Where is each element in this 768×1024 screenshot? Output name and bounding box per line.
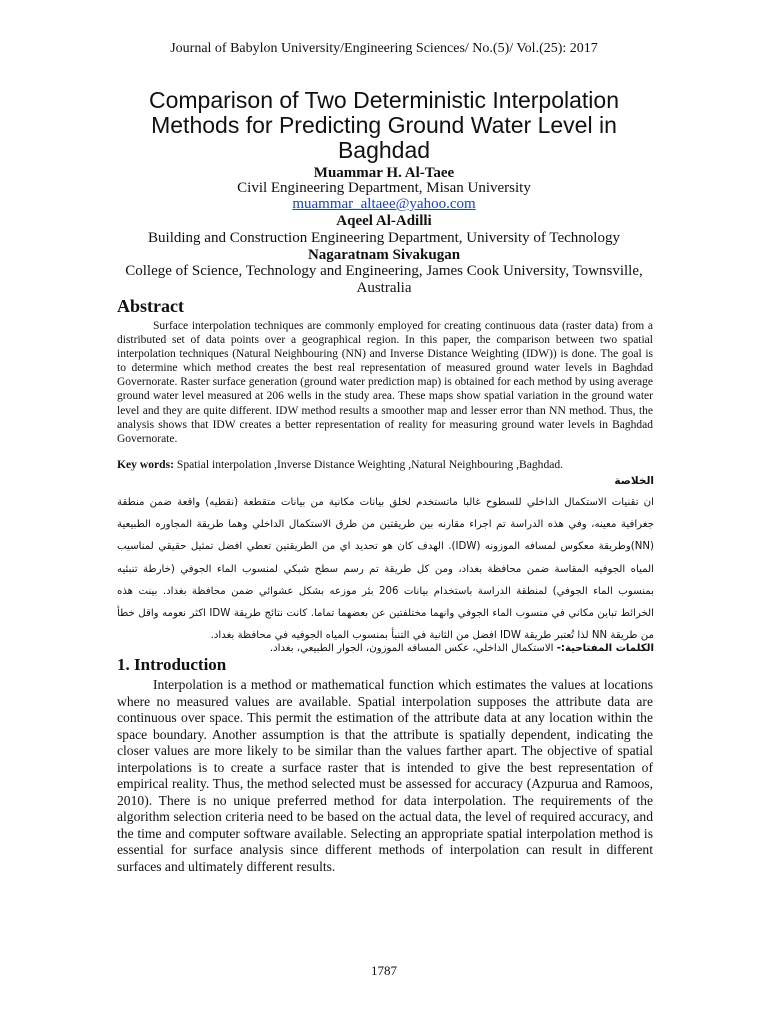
keywords-label: Key words: xyxy=(117,458,174,471)
arabic-keywords-label: الكلمات المفتاحية:- xyxy=(556,643,654,654)
arabic-keywords-line xyxy=(270,643,654,654)
abstract-heading: Abstract xyxy=(117,296,184,316)
author-1-email-link[interactable]: muammar_altaee@yahoo.com xyxy=(292,196,476,212)
keywords-list: Spatial interpolation ,Inverse Distance Weighting ,Natural Neighbouring ,Baghdad. xyxy=(174,458,564,471)
keywords-line xyxy=(117,458,657,471)
author-3-affiliation-line1: College of Science, Technology and Engineering, James Cook University, Townsville, xyxy=(125,263,643,279)
introduction-heading: 1. Introduction xyxy=(117,655,227,674)
author-1-affiliation: Civil Engineering Department, Misan University xyxy=(237,180,531,196)
introduction-text: Interpolation is a method or mathematical function which estimates the values at locations where no measured values are available. Spatial interpolation supposes the attribute data are continuous over space. This permit the estimation of the attribute data at any location within the space boundary. Another assumption is that the attribute is spatially dependent, indicating the closer values are more likely to be similar than the values farther apart. The objective of spatial interpolations is to create a surface raster that is intended to give the best representation of empirical reality. Thus, the method selected must be assessed for accuracy (Azpurua and Ramoos, 2010). There is no unique preferred method for data interpolation. The requirements of the algorithm selection criteria need to be based on the actual data, the level of required accuracy, and the time and computer software available. Selecting an appropriate spatial interpolation method is essential for surface analysis since different methods of interpolation can result in different surfaces and ultimately different results. xyxy=(117,677,653,874)
author-2-affiliation: Building and Construction Engineering Department, University of Technology xyxy=(148,230,620,246)
arabic-abstract-heading: الخلاصة xyxy=(614,475,654,487)
journal-header: Journal of Babylon University/Engineering Sciences/ No.(5)/ Vol.(25): 2017 xyxy=(170,41,598,56)
author-3-name: Nagaratnam Sivakugan xyxy=(307,247,461,263)
author-1-email-line xyxy=(0,196,768,213)
author-3-affiliation-line2: Australia xyxy=(356,280,412,296)
abstract-text: Surface interpolation techniques are commonly employed for creating continuous data (raster data) from a distributed set of data points over a geographical region. In this paper, the comparison between two spatial interpolation techniques (Natural Neighbouring (NN) and Inverse Distance Weighting (IDW)) is done. The goal is to determine which method creates the best real representation of measured ground water levels in Baghdad Governorate. Raster surface generation (ground water prediction map) is obtained for each method by using average ground water level measured at 206 wells in the study area. These maps show spatial variation in the ground water level and they are quite different. IDW method results a smoother map and lesser error than NN method. Thus, the analysis shows that IDW creates a better representation of reality for measuring ground water levels in Baghdad Governorate. xyxy=(117,320,653,445)
arabic-keywords-list: الاستكمال الداخلي، عكس المسافه الموزون، الجوار الطبيعي، بغداد. xyxy=(269,643,557,654)
paper-title: Comparison of Two Deterministic Interpolation Methods for Predicting Ground Water Level in Baghdad xyxy=(148,87,619,163)
page-number: 1787 xyxy=(371,963,397,978)
author-1-name: Muammar H. Al-Taee xyxy=(313,165,455,181)
arabic-abstract-text: ان تقنيات الاستكمال الداخلي للسطوح غالبا ماتستخدم لخلق بيانات مكانية من بيانات متقطعة (نقطيه) واقعة ضمن منطقة جغرافية معينه، وفي هذه الدراسة تم اجراء مقارنه بين طريقتين من طرق الاستكمال الداخلي وهما طريقة المجاوره الطبيعية (NN)وطريقة معكوس لمسافه الموزونه (IDW). الهدف كان هو تحديد اي من الطريقتين تعطي افضل تمثيل حقيقي لمناسيب المياه الجوفيه المقاسة ضمن محافظة بغداد، ومن كل طريقة تم رسم سطح شبكي لمنسوب الماء الجوفي (خارطة تنبئيه بمنسوب الماء الجوفي) لمنطقة الدراسة باستخدام بيانات 206 بئر موزعه بشكل عشوائي ضمن محافظة بغداد. بينت هذه الخرائط تباين مكاني في منسوب الماء الجوفي وانهما مختلفتين عن بعضهما تماما. كانت نتائج طريقة IDW اكثر نعومه واقل خطأ من طريقة NN لذا تُعتبر طريقة IDW افضل من الثانية في التنبأ بمنسوب المياه الجوفيه في محافظة بغداد. xyxy=(117,497,654,642)
author-2-name: Aqeel Al-Adilli xyxy=(336,213,432,229)
